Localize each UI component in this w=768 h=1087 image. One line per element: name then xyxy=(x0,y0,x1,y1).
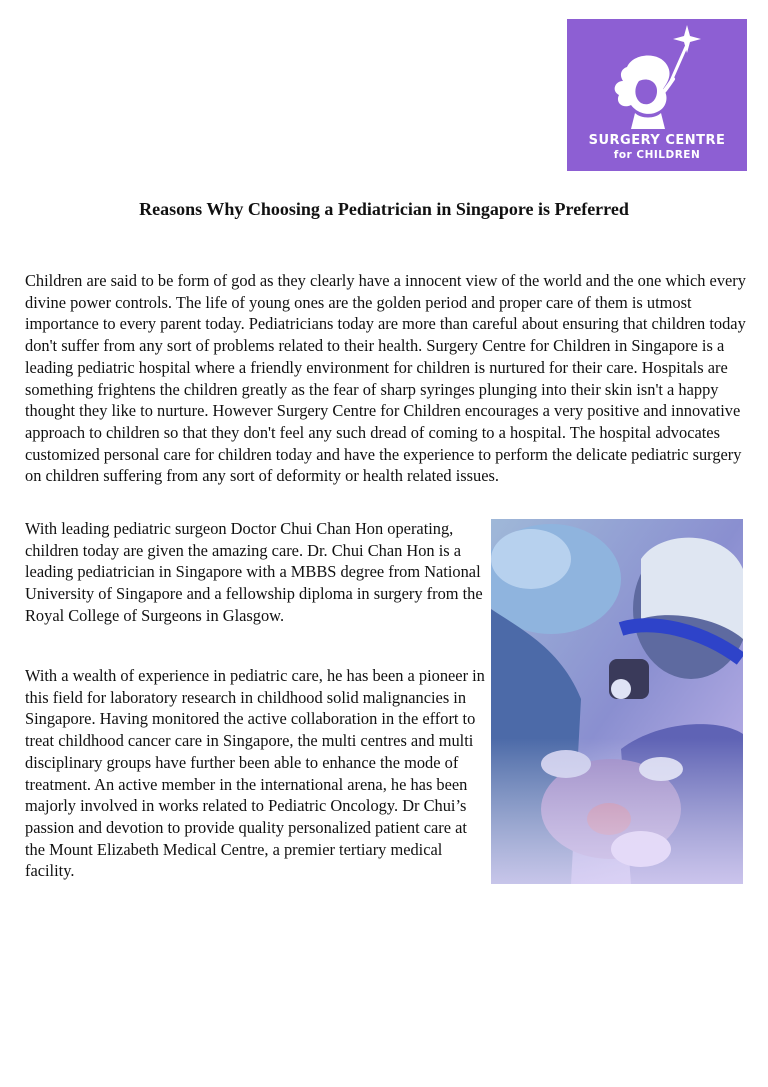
surgery-centre-logo xyxy=(567,19,747,171)
document-title: Reasons Why Choosing a Pediatrician in Singapore is Preferred xyxy=(139,199,629,219)
surgeons-operating-photo xyxy=(491,519,743,884)
paragraph-intro: Children are said to be form of god as they clearly have a innocent view of the world and the one which every divine power controls. The life of young ones are the golden period and proper care of them is utmost importance to every parent today. Pediatricians today are more than careful about ensuring that children today don't suffer from any sort of problems related to their health. Surgery Centre for Children in Singapore is a leading pediatric hospital where a friendly environment for children is nurtured for their care. Hospitals are something frightens the children greatly as the fear of sharp syringes plunging into their skin isn't a happy thought they like to nurture. However Surgery Centre for Children encourages a very positive and innovative approach to children so that they don't feel any such dread of coming to a hospital. The hospital advocates customized personal care for children today and have the experience to perform the delicate pediatric surgery on children suffering from any sort of deformity or health related issues. xyxy=(25,271,746,486)
paragraph-surgeon: With leading pediatric surgeon Doctor Chui Chan Hon operating, children today are given the amazing care. Dr. Chui Chan Hon is a leading pediatrician in Singapore with a MBBS degree from National University of Singapore and a fellowship diploma in surgery from the Royal College of Surgeons in Glasgow. xyxy=(25,519,483,625)
paragraph-experience: With a wealth of experience in pediatric care, he has been a pioneer in this field for laboratory research in childhood solid malignancies in Singapore. Having monitored the active collaboration in the effort to treat childhood cancer care in Singapore, the multi centres and multi disciplinary groups have further been able to enhance the mode of treatment. An active member in the international arena, he has been majorly involved in works related to Pediatric Oncology. Dr Chui’s passion and devotion to provide quality personalized patient care at the Mount Elizabeth Medical Centre, a premier tertiary medical facility. xyxy=(25,666,485,881)
logo-text-line2: for CHILDREN xyxy=(613,149,701,161)
logo-text-line1: SURGERY CENTRE xyxy=(588,133,726,148)
